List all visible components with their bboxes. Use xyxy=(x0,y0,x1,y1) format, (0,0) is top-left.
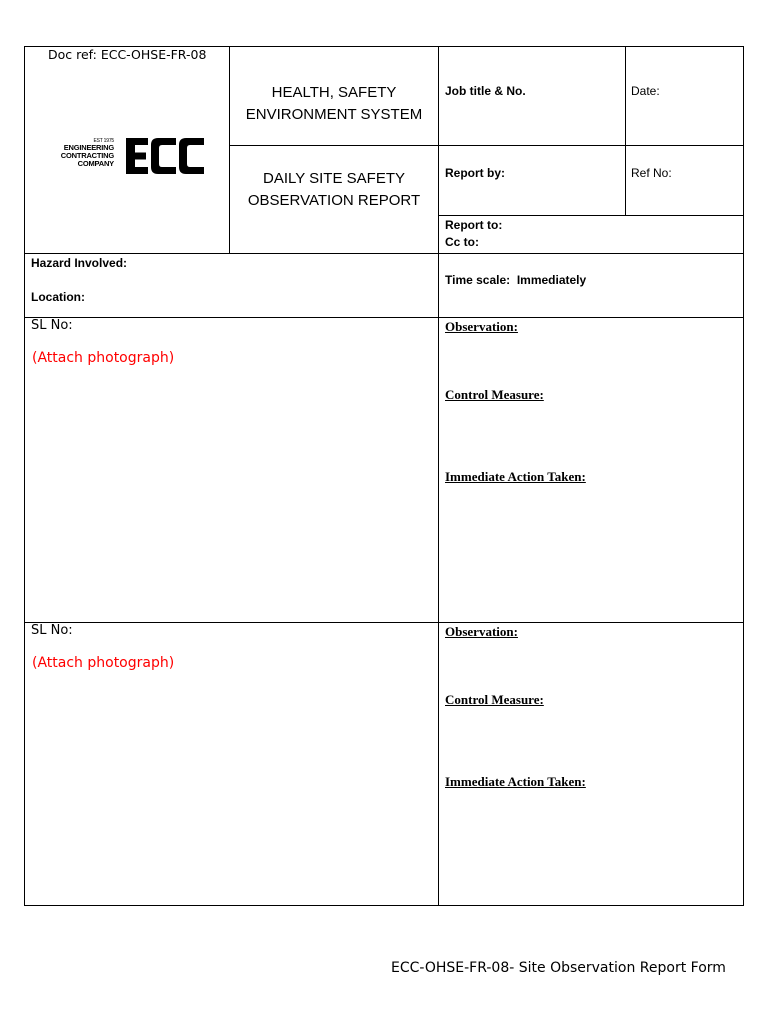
header-divider-logo xyxy=(229,46,230,253)
table-border-bottom xyxy=(24,905,744,906)
control-measure-heading: Control Measure: xyxy=(445,387,544,402)
logo-caption: EST 1975 ENGINEERING CONTRACTING COMPANY xyxy=(60,138,114,168)
entry-separator-line xyxy=(24,622,744,623)
sl-no-label: SL No: xyxy=(31,318,73,333)
ref-no-label: Ref No: xyxy=(631,166,672,180)
date-label: Date: xyxy=(631,84,660,98)
job-title-label: Job title & No. xyxy=(445,84,526,98)
table-border-left xyxy=(24,46,25,906)
table-border-right xyxy=(743,46,744,906)
company-logo xyxy=(52,136,207,176)
attach-photograph-label: (Attach photograph) xyxy=(32,350,175,366)
sl-no-label: SL No: xyxy=(31,623,73,638)
attach-photograph-label: (Attach photograph) xyxy=(32,655,175,671)
header-divider-title xyxy=(438,46,439,906)
doc-ref: Doc ref: ECC-OHSE-FR-08 xyxy=(48,47,207,62)
location-label: Location: xyxy=(31,290,85,304)
immediate-action-heading: Immediate Action Taken: xyxy=(445,469,586,484)
hazard-involved-label: Hazard Involved: xyxy=(31,256,128,270)
immediate-action-heading: Immediate Action Taken: xyxy=(445,774,586,789)
report-to-label: Report to: xyxy=(445,218,503,232)
report-by-label: Report by: xyxy=(445,166,505,180)
observation-heading: Observation: xyxy=(445,624,518,639)
header-row-line-2 xyxy=(438,215,744,216)
system-title: HEALTH, SAFETY ENVIRONMENT SYSTEM xyxy=(245,84,423,123)
info-row-bottom-line xyxy=(24,317,744,318)
page-footer: ECC-OHSE-FR-08- Site Observation Report Form xyxy=(391,960,726,976)
header-bottom-line xyxy=(24,253,744,254)
cc-to-label: Cc to: xyxy=(445,235,479,249)
report-title: DAILY SITE SAFETY OBSERVATION REPORT xyxy=(247,170,421,209)
time-scale-label: Time scale: Immediately xyxy=(445,273,587,287)
header-divider-date xyxy=(625,46,626,215)
observation-heading: Observation: xyxy=(445,319,518,334)
control-measure-heading: Control Measure: xyxy=(445,692,544,707)
ecc-logo-mark xyxy=(124,138,204,174)
header-row-line-1 xyxy=(229,145,744,146)
